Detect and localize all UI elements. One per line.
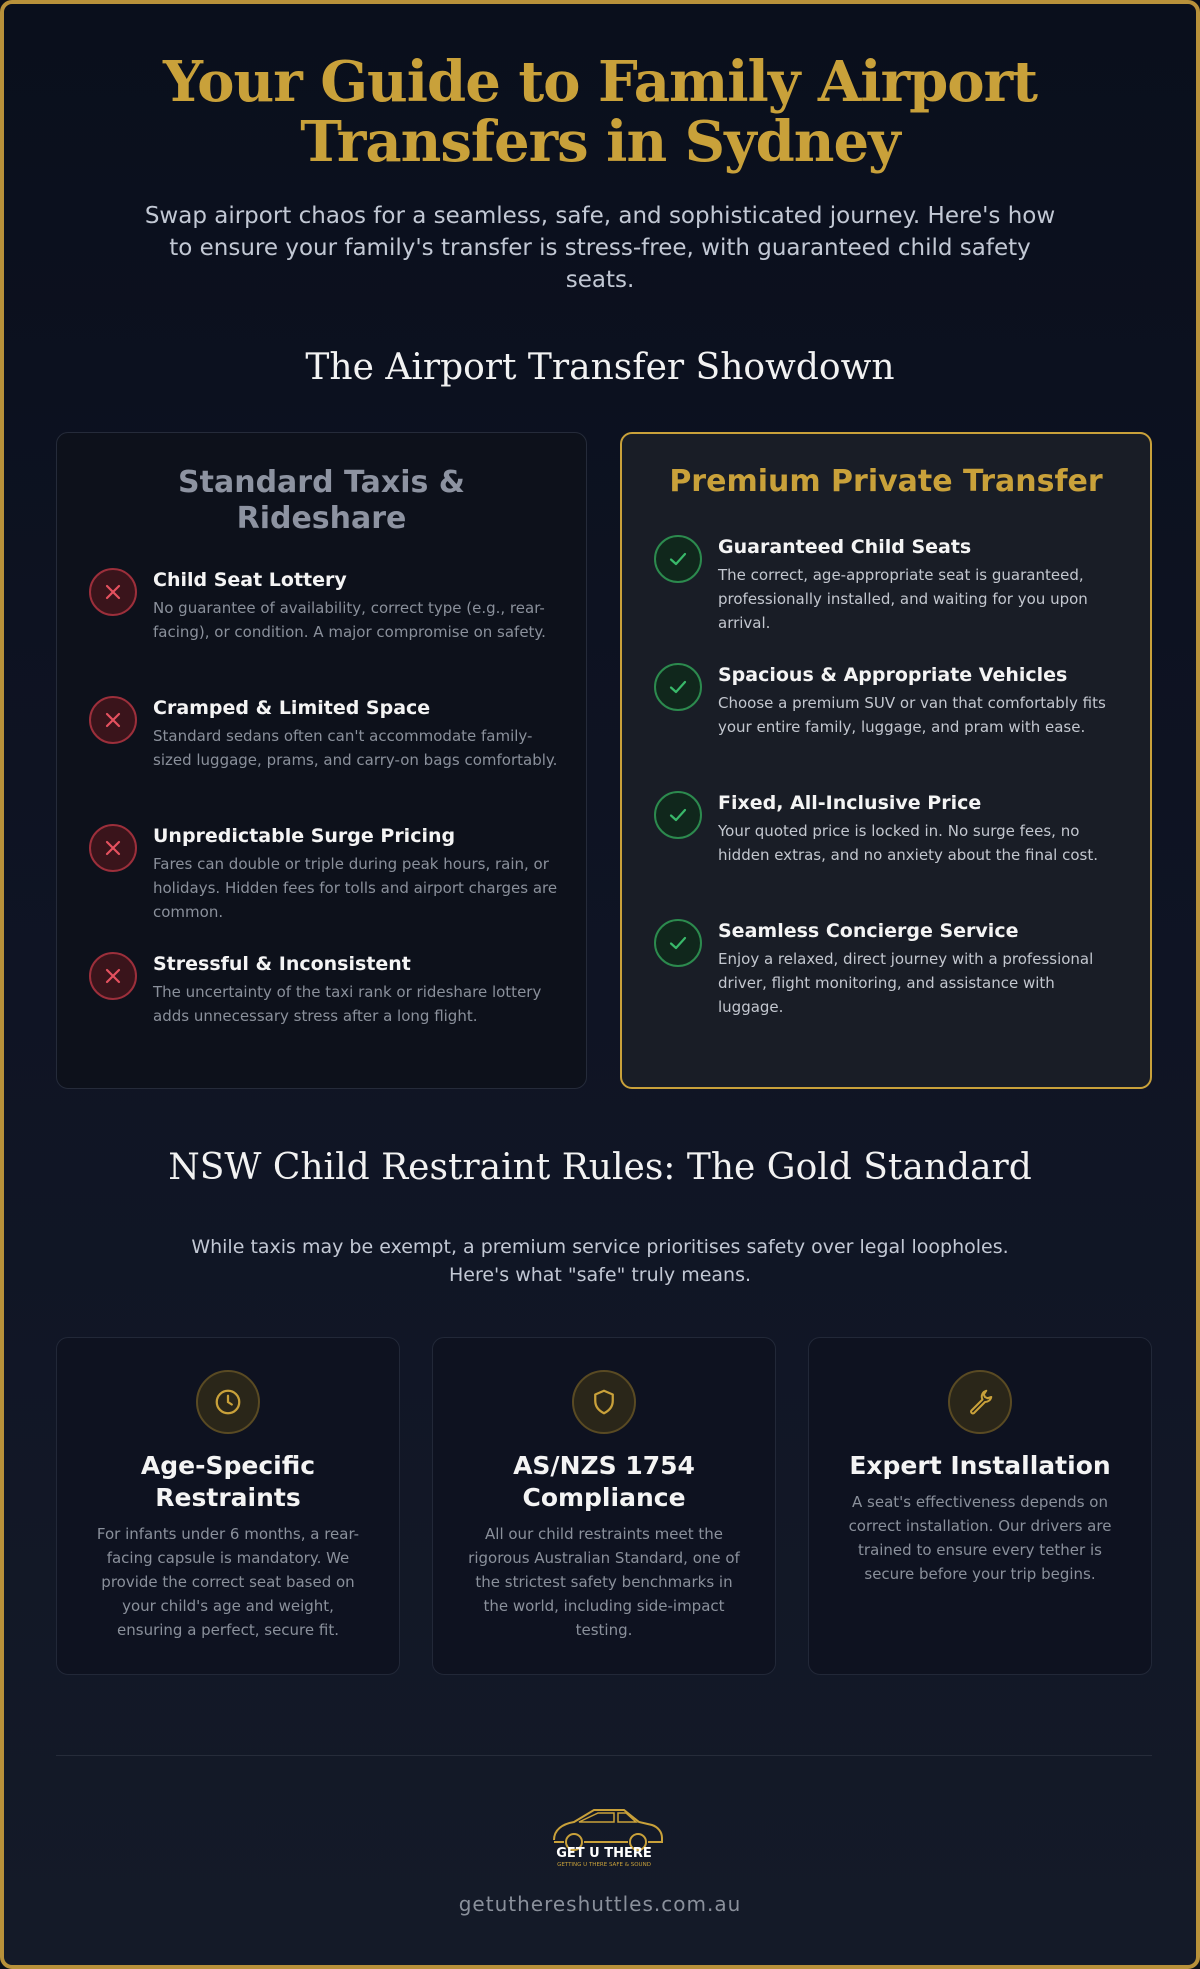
rule-card-title bbox=[457, 1450, 751, 1514]
pro-item bbox=[654, 535, 1122, 635]
footer-divider bbox=[56, 1755, 1152, 1756]
rule-title-line-1: AS/NZS 1754 bbox=[513, 1451, 695, 1480]
title-line-2: Transfers in Sydney bbox=[300, 109, 900, 175]
pro-desc: Enjoy a relaxed, direct journey with a professional driver, flight monitoring, and assistance with luggage. bbox=[718, 950, 1094, 1016]
rule-title-line-2: Restraints bbox=[155, 1483, 301, 1512]
con-item bbox=[89, 568, 558, 644]
rule-card-title: Expert Installation bbox=[849, 1451, 1111, 1480]
pro-title: Spacious & Appropriate Vehicles bbox=[718, 664, 1068, 686]
con-item bbox=[89, 696, 558, 772]
con-title: Child Seat Lottery bbox=[153, 569, 347, 591]
con-item bbox=[89, 952, 558, 1028]
rules-subtitle bbox=[4, 1233, 1196, 1289]
rule-card-desc: A seat's effectiveness depends on correct installation. Our drivers are trained to ensure every tether is secure before your trip begins. bbox=[848, 1493, 1112, 1583]
standard-taxis-card bbox=[56, 432, 587, 1089]
rule-card-title bbox=[81, 1450, 375, 1514]
pro-title: Seamless Concierge Service bbox=[718, 920, 1019, 942]
pro-desc: Your quoted price is locked in. No surge fees, no hidden extras, and no anxiety about the final cost. bbox=[718, 822, 1098, 864]
con-desc: The uncertainty of the taxi rank or rideshare lottery adds unnecessary stress after a long flight. bbox=[153, 983, 542, 1025]
rule-title-line-1: Age-Specific bbox=[140, 1451, 316, 1480]
pro-desc: The correct, age-appropriate seat is guaranteed, professionally installed, and waiting for you upon arrival. bbox=[718, 566, 1088, 632]
con-title: Stressful & Inconsistent bbox=[153, 953, 411, 975]
rules-title: NSW Child Restraint Rules: The Gold Standard bbox=[168, 1147, 1032, 1188]
rules-subtitle-line-1: While taxis may be exempt, a premium service prioritises safety over legal loopholes. bbox=[191, 1236, 1009, 1258]
con-item bbox=[89, 824, 558, 924]
rule-title-line-2: Compliance bbox=[522, 1483, 686, 1512]
rule-card-compliance bbox=[432, 1337, 776, 1675]
car-logo-icon bbox=[524, 1800, 684, 1870]
wrench-icon bbox=[948, 1370, 1012, 1434]
pro-title: Fixed, All-Inclusive Price bbox=[718, 792, 982, 814]
rule-card-age-specific bbox=[56, 1337, 400, 1675]
check-icon bbox=[654, 919, 702, 967]
clock-icon bbox=[196, 1370, 260, 1434]
pro-item bbox=[654, 663, 1122, 739]
standard-card-title bbox=[57, 465, 586, 537]
x-icon bbox=[89, 952, 137, 1000]
x-icon bbox=[89, 568, 137, 616]
con-desc: Fares can double or triple during peak hours, rain, or holidays. Hidden fees for tolls and airport charges are common. bbox=[153, 855, 558, 921]
showdown-title: The Airport Transfer Showdown bbox=[305, 347, 895, 388]
con-title: Cramped & Limited Space bbox=[153, 697, 431, 719]
hero-subtitle: Swap airport chaos for a seamless, safe, and sophisticated journey. Here's how to ensure your family's transfer is stress-free, with guaranteed child safety seats. bbox=[144, 203, 1056, 293]
pro-desc: Choose a premium SUV or van that comfortably fits your entire family, luggage, and pram with ease. bbox=[718, 694, 1106, 736]
x-icon bbox=[89, 696, 137, 744]
title-line-1: Your Guide to Family Airport bbox=[163, 49, 1037, 115]
check-icon bbox=[654, 535, 702, 583]
premium-transfer-card bbox=[620, 432, 1152, 1089]
con-title: Unpredictable Surge Pricing bbox=[153, 825, 456, 847]
brand-logo bbox=[524, 1800, 684, 1870]
x-icon bbox=[89, 824, 137, 872]
standard-title-line-2: Rideshare bbox=[236, 501, 407, 536]
rule-card-installation bbox=[808, 1337, 1152, 1675]
con-desc: Standard sedans often can't accommodate family-sized luggage, prams, and carry-on bags comfortably. bbox=[153, 727, 558, 769]
rule-card-desc: All our child restraints meet the rigorous Australian Standard, one of the strictest safety benchmarks in the world, including side-impact testing. bbox=[468, 1525, 740, 1639]
premium-card-title: Premium Private Transfer bbox=[669, 464, 1103, 499]
shield-icon bbox=[572, 1370, 636, 1434]
website-url: getuthereshuttles.com.au bbox=[458, 1892, 742, 1916]
logo-name: GET U THERE bbox=[556, 1846, 652, 1861]
con-desc: No guarantee of availability, correct type (e.g., rear-facing), or condition. A major compromise on safety. bbox=[153, 599, 546, 641]
pro-item bbox=[654, 791, 1122, 867]
pro-title: Guaranteed Child Seats bbox=[718, 536, 972, 558]
pro-item bbox=[654, 919, 1122, 1019]
logo-tagline: GETTING U THERE SAFE & SOUND bbox=[557, 1862, 651, 1868]
rules-subtitle-line-2: Here's what "safe" truly means. bbox=[448, 1264, 752, 1286]
page-title bbox=[4, 49, 1196, 175]
standard-title-line-1: Standard Taxis & bbox=[178, 465, 465, 500]
hero bbox=[4, 49, 1196, 296]
check-icon bbox=[654, 791, 702, 839]
rule-card-desc: For infants under 6 months, a rear-facing capsule is mandatory. We provide the correct seat based on your child's age and weight, ensuring a perfect, secure fit. bbox=[96, 1525, 360, 1639]
check-icon bbox=[654, 663, 702, 711]
